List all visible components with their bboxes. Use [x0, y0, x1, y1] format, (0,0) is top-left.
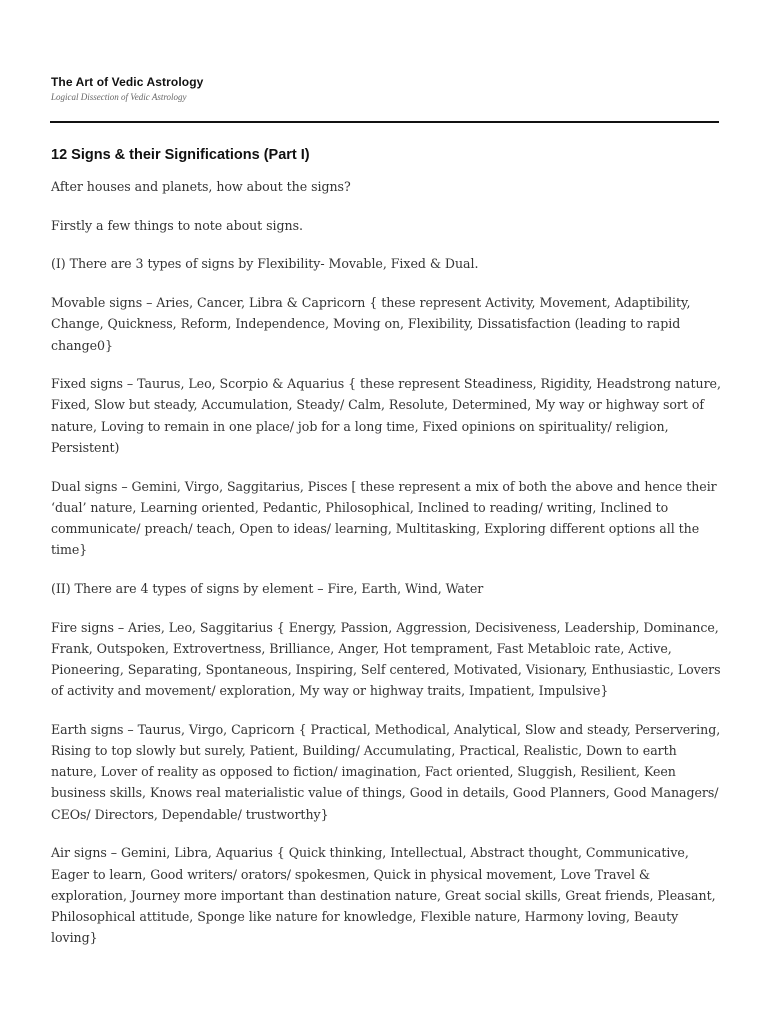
paragraph: Air signs – Gemini, Libra, Aquarius { Quick thinking, Intellectual, Abstract thought, Communicative, Eager to learn, Good writers/ orators/ spokesmen, Quick in physical movement, Love Travel & exploration, Journey more important than destination nature, Great social skills, Great friends, Pleasant, Philosophical attitude, Sponge like nature for knowledge, Flexible nature, Harmony loving, Beauty loving}	[51, 845, 716, 946]
paragraph: Earth signs – Taurus, Virgo, Capricorn { Practical, Methodical, Analytical, Slow and steady, Perservering, Rising to top slowly but surely, Patient, Building/ Accumulating, Practical, Realistic, Down to earth nature, Lover of reality as opposed to fiction/ imagination, Fact oriented, Sluggish, Resilient, Keen business skills, Knows real materialistic value of things, Good in details, Good Planners, Good Managers/ CEOs/ Directors, Dependable/ trustworthy}	[51, 721, 721, 822]
paragraph: (I) There are 3 types of signs by Flexibility- Movable, Fixed & Dual.	[51, 256, 479, 272]
paragraph: Firstly a few things to note about signs.	[51, 217, 303, 233]
paragraph: (II) There are 4 types of signs by element – Fire, Earth, Wind, Water	[51, 580, 484, 596]
site-title[interactable]: The Art of Vedic Astrology	[51, 75, 204, 89]
paragraph: Fixed signs – Taurus, Leo, Scorpio & Aquarius { these represent Steadiness, Rigidity, Headstrong nature, Fixed, Slow but steady, Accumulation, Steady/ Calm, Resolute, Determined, My way or highway sort of nature, Loving to remain in one place/ job for a long time, Fixed opinions on spirituality/ religion, Persistent)	[51, 376, 721, 455]
post-title: 12 Signs & their Significations (Part I)	[51, 147, 310, 163]
paragraph: Fire signs – Aries, Leo, Saggitarius { Energy, Passion, Aggression, Decisiveness, Leadership, Dominance, Frank, Outspoken, Extrovertness, Brilliance, Anger, Hot temprament, Fast Metabloic rate, Active, Pioneering, Separating, Spontaneous, Inspiring, Self centered, Motivated, Visionary, Enthusiastic, Lovers of activity and movement/ exploration, My way or highway traits, Impatient, Impulsive}	[51, 619, 721, 699]
header-divider	[50, 121, 719, 123]
paragraph: After houses and planets, how about the signs?	[51, 179, 351, 194]
site-header	[51, 74, 203, 104]
paragraph: Movable signs – Aries, Cancer, Libra & Capricorn { these represent Activity, Movement, Adaptibility, Change, Quickness, Reform, Independence, Moving on, Flexibility, Dissatisfaction (leading to rapid change0}	[51, 295, 691, 353]
paragraph: Dual signs – Gemini, Virgo, Saggitarius, Pisces [ these represent a mix of both the above and hence their ‘dual’ nature, Learning oriented, Pedantic, Philosophical, Inclined to reading/ writing, Inclined to communicate/ preach/ teach, Open to ideas/ learning, Multitasking, Exploring different options all the time}	[51, 478, 717, 558]
article	[51, 144, 721, 966]
site-tagline: Logical Dissection of Vedic Astrology	[51, 92, 187, 102]
